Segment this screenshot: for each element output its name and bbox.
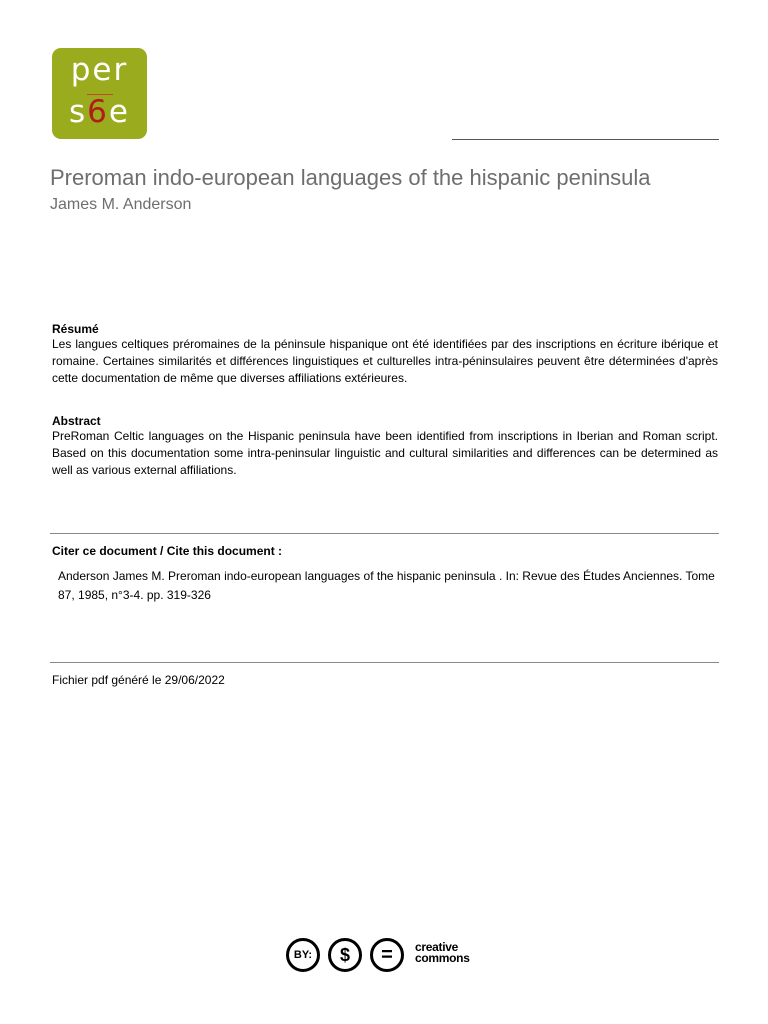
- generation-date: Fichier pdf généré le 29/06/2022: [52, 673, 225, 687]
- header-rule: [452, 139, 719, 140]
- logo-text-bottom: s6e: [69, 94, 130, 130]
- abstract-section: [52, 414, 718, 479]
- resume-text: Les langues celtiques préromaines de la péninsule hispanique ont été identifiées par des inscriptions en écriture ibérique et romaine. Certaines similarités et différences linguistiques et culturelles intra-péninsulaires peuvent être déterminées d'après cette documentation de même que diverses affiliations extérieures.: [52, 337, 718, 385]
- cc-by-icon: BY:: [286, 938, 320, 972]
- abstract-text: PreRoman Celtic languages on the Hispanic peninsula have been identified from inscriptions in Iberian and Roman script. Based on this documentation some intra-peninsular linguistic and cultural similarities and differences can be determined as well as various external affiliations.: [52, 429, 718, 477]
- document-author: James M. Anderson: [50, 196, 192, 213]
- citation-text[interactable]: Anderson James M. Preroman indo-european languages of the hispanic peninsula . In: Revue des Études Anciennes. Tome 87, 1985, n°3-4. pp. 319-326: [58, 569, 715, 602]
- resume-section: [52, 322, 718, 387]
- citation-top-rule: [50, 533, 719, 534]
- cc-wordmark: creative commons: [415, 940, 470, 965]
- citation-heading: Citer ce document / Cite this document :: [52, 544, 283, 558]
- cc-noderivatives-icon: =: [370, 938, 404, 972]
- persee-logo[interactable]: [52, 48, 147, 139]
- creative-commons-badge[interactable]: [286, 938, 486, 978]
- document-title: Preroman indo-european languages of the hispanic peninsula: [50, 165, 651, 190]
- resume-heading: Résumé: [52, 322, 99, 336]
- cc-noncommercial-icon: $: [328, 938, 362, 972]
- logo-text-top: per: [70, 52, 129, 88]
- abstract-heading: Abstract: [52, 414, 101, 428]
- citation-bottom-rule: [50, 662, 719, 663]
